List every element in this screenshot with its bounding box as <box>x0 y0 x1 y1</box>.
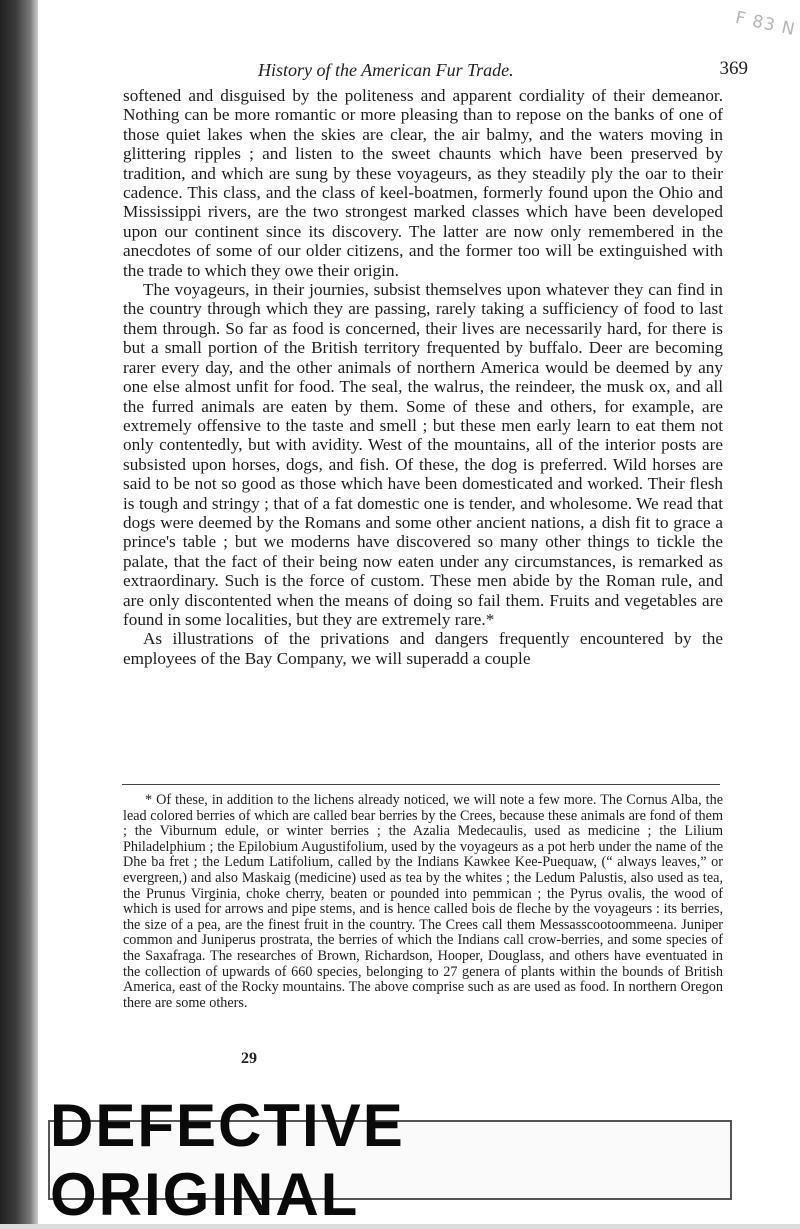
footnote-rule <box>122 784 720 785</box>
footnote <box>123 793 723 1011</box>
defective-original-stamp <box>48 1092 732 1228</box>
paragraph: softened and disguised by the politeness and apparent cordiality of their demeanor. Nothing can be more romantic or more pleasing than to repose on the banks of one of those quiet lakes when the skies are clear, the air balmy, and the waters moving in glittering ripples ; and listen to the sweet chaunts which have been preserved by tradition, and which are sung by these voyageurs, as they steadily ply the oar to their cadence. This class, and the class of keel-boatmen, formerly found upon the Ohio and Mississippi rivers, are the two strongest marked classes which have been developed upon our continent since its discovery. The latter are now only remembered in the anecdotes of some of our older citizens, and the former too will be extinguished with the trade to which they owe their origin. <box>123 86 723 280</box>
signature-mark: 29 <box>241 1050 257 1067</box>
paragraph: As illustrations of the privations and dangers frequently encountered by the employees of the Bay Company, we will superadd a couple <box>123 629 723 668</box>
book-binding-shadow <box>0 0 38 1224</box>
page-number: 369 <box>719 58 748 79</box>
stamp-text: DEFECTIVE ORIGINAL <box>50 1092 405 1228</box>
running-title: History of the American Fur Trade. <box>258 60 514 80</box>
book-page <box>38 0 800 1224</box>
footnote-text: * Of these, in addition to the lichens already noticed, we will note a few more. The Cornus Alba, the lead colored berries of which are called bear berries by the Crees, because these animals are fond of them ; the Viburnum edule, or winter berries ; the Azalia Medecaulis, used as medicine ; the Lilium Philadelphium ; the Epilobium Augustifolium, used by the voyageurs as a pot herb under the name of the Dhe ba fret ; the Ledum Latifolium, called by the Indians Kawkee Kee-Puequaw, (“ always leaves,” or evergreen,) and also Maskaig (medicine) used as tea by the whites ; the Ledum Palustis, also used as tea, the Prunus Virginia, choke cherry, beaten or pounded into pemmican ; the Pyrus ovalis, the wood of which is used for arrows and pipe stems, and is hence called bois de fleche by the voyageurs : its berries, the size of a pea, are the finest fruit in the country. The Crees call them Messasscootoommeena. Juniper common and Juniperus prostrata, the berries of which the Indians call crow-berries, and some species of the Saxafraga. The researches of Brown, Richardson, Hooper, Douglass, and others have eventuated in the collection of upwards of 660 species, belonging to 27 genera of plants within the bounds of British America, east of the Rocky mountains. The above comprise such as are used as food. In northern Oregon there are some others. <box>123 792 723 1011</box>
paragraph: The voyageurs, in their journies, subsist themselves upon whatever they can find in the country through which they are passing, rarely taking a sufficiency of food to last them through. So far as food is concerned, their lives are necessarily hard, for there is but a small portion of the British territory frequented by buffalo. Deer are becoming rarer every day, and the other animals of northern America would be deemed by any one else almost unfit for food. The seal, the walrus, the reindeer, the musk ox, and all the furred animals are eaten by them. Some of these and others, for example, are extremely offensive to the taste and smell ; but these men early learn to eat them not only contentedly, but with avidity. West of the mountains, all of the interior posts are subsisted upon horses, dogs, and fish. Of these, the dog is preferred. Wild horses are said to be not so good as those which have been domesticated and worked. Their flesh is tough and stringy ; that of a fat domestic one is tender, and wholesome. We read that dogs were deemed by the Romans and some other ancient nations, a dish fit to grace a prince's table ; but we moderns have discovered so many other things to tickle the palate, that the fact of their being now eaten under any circumstances, is remarked as extraordinary. Such is the force of custom. These men abide by the Roman rule, and are only discontented when the means of doing so fail them. Fruits and vegetables are found in some localities, but they are extremely rare.* <box>123 280 723 629</box>
pencil-annotation: F 83 N <box>733 7 798 41</box>
running-head <box>138 58 758 84</box>
body-text <box>123 86 723 668</box>
